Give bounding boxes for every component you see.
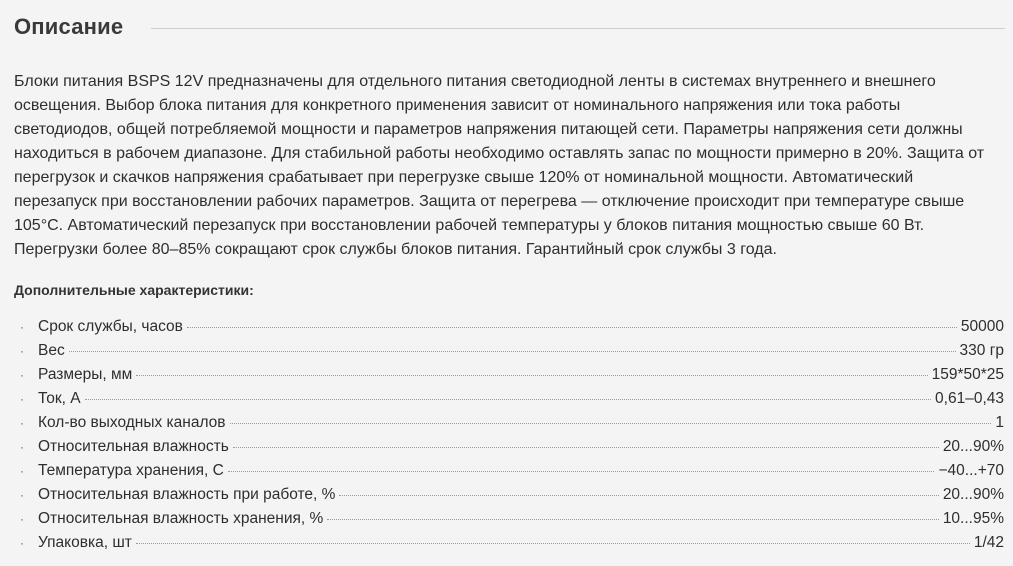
spec-label: Температура хранения, С xyxy=(38,462,224,479)
spec-value: 20...90% xyxy=(942,486,1004,503)
spec-row xyxy=(20,462,1004,486)
dotted-leader xyxy=(136,543,970,544)
spec-value: −40...+70 xyxy=(938,462,1004,479)
spec-label: Относительная влажность при работе, % xyxy=(38,486,336,503)
spec-row xyxy=(20,318,1004,342)
specs-title: Дополнительные характеристики: xyxy=(14,282,254,298)
bullet-icon: · xyxy=(20,320,24,334)
spec-value: 330 гр xyxy=(959,342,1004,359)
bullet-icon: · xyxy=(20,536,24,550)
section-header xyxy=(14,14,1005,40)
spec-row xyxy=(20,534,1004,558)
spec-label: Упаковка, шт xyxy=(38,534,132,551)
bullet-icon: · xyxy=(20,392,24,406)
spec-value: 159*50*25 xyxy=(931,366,1004,383)
spec-label: Ток, А xyxy=(38,390,81,407)
spec-row xyxy=(20,438,1004,462)
description-text: Блоки питания BSPS 12V предназначены для отдельного питания светодиодной ленты в системах внутреннего и внешнего освещения. Выбор блока питания для конкретного применения зависит от номинального напряжения или тока работы светодиодов, общей потребляемой мощности и параметров напряжения питающей сети. Параметры напряжения сети должны находиться в рабочем диапазоне. Для стабильной работы необходимо оставлять запас по мощности примерно в 20%. Защита от перегрузок и скачков напряжения срабатывает при перегрузке свыше 120% от номинальной мощности. Автоматический перезапуск при восстановлении рабочих параметров. Защита от перегрева — отключение происходит при температуре свыше 105°C. Автоматический перезапуск при восстановлении рабочей температуры у блоков питания мощностью свыше 60 Вт. Перегрузки более 80–85% сокращают срок службы блоков питания. Гарантийный срок службы 3 года. xyxy=(14,73,985,258)
bullet-icon: · xyxy=(20,368,24,382)
spec-value: 0,61–0,43 xyxy=(935,390,1004,407)
title-divider xyxy=(151,28,1005,29)
bullet-icon: · xyxy=(20,416,24,430)
spec-row xyxy=(20,342,1004,366)
spec-label: Размеры, мм xyxy=(38,366,133,383)
spec-label: Относительная влажность хранения, % xyxy=(38,510,324,527)
dotted-leader xyxy=(230,423,992,424)
spec-label: Срок службы, часов xyxy=(38,318,183,335)
dotted-leader xyxy=(327,519,939,520)
section-title: Описание xyxy=(14,14,124,39)
spec-label: Относительная влажность xyxy=(38,438,229,455)
spec-label: Вес xyxy=(38,342,65,359)
spec-row xyxy=(20,366,1004,390)
spec-value: 1 xyxy=(995,414,1004,431)
spec-row xyxy=(20,390,1004,414)
spec-row xyxy=(20,414,1004,438)
spec-row xyxy=(20,510,1004,534)
spec-value: 20...90% xyxy=(942,438,1004,455)
spec-value: 10...95% xyxy=(942,510,1004,527)
spec-row xyxy=(20,486,1004,510)
dotted-leader xyxy=(228,471,935,472)
dotted-leader xyxy=(233,447,939,448)
dotted-leader xyxy=(187,327,957,328)
spec-label: Кол-во выходных каналов xyxy=(38,414,226,431)
bullet-icon: · xyxy=(20,344,24,358)
dotted-leader xyxy=(69,351,956,352)
bullet-icon: · xyxy=(20,512,24,526)
spec-value: 50000 xyxy=(960,318,1004,335)
dotted-leader xyxy=(136,375,927,376)
bullet-icon: · xyxy=(20,488,24,502)
bullet-icon: · xyxy=(20,440,24,454)
spec-value: 1/42 xyxy=(973,534,1004,551)
bullet-icon: · xyxy=(20,464,24,478)
specs-list xyxy=(20,318,1004,558)
dotted-leader xyxy=(85,399,931,400)
dotted-leader xyxy=(339,495,938,496)
